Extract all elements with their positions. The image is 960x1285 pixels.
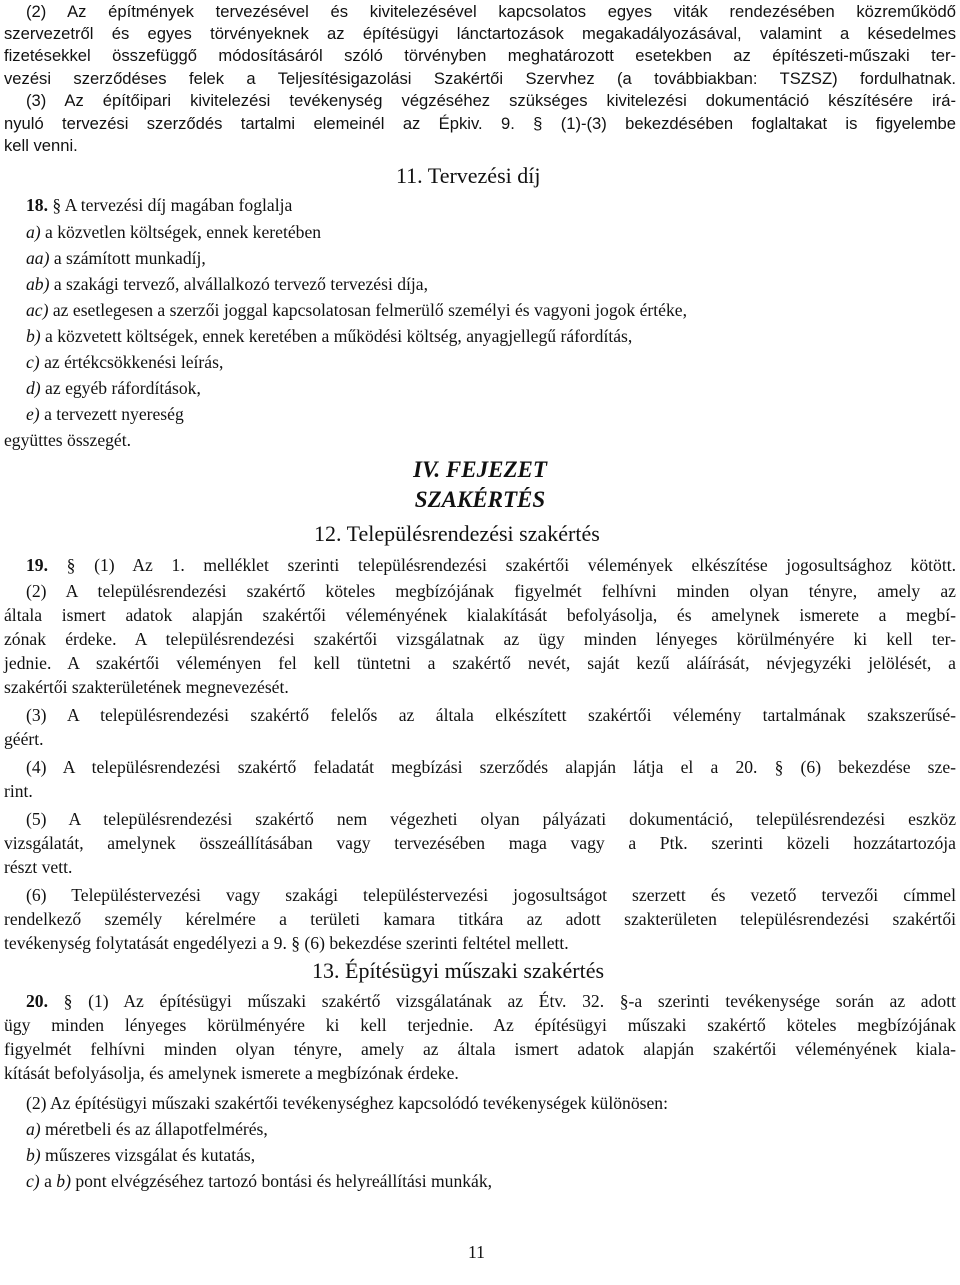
list-marker: c) <box>26 1171 40 1191</box>
text-line <box>26 808 956 830</box>
text-line <box>4 652 956 674</box>
text-line <box>4 908 956 930</box>
line-text: a számított munkadíj, <box>49 248 206 268</box>
line-text: a közvetett költségek, ennek keretében a működési költség, anyagjellegű ráfordítás, <box>40 326 633 346</box>
line-text: 13. Építésügyi műszaki szakértés <box>312 958 605 983</box>
chapter-heading <box>0 456 960 484</box>
line-text: kítását befolyásolja, és amelynek ismerete a megbízónak érdeke. <box>4 1063 459 1083</box>
text-line <box>26 884 956 906</box>
text-line <box>4 676 956 698</box>
text-line <box>4 728 956 750</box>
list-marker: aa) <box>26 248 50 268</box>
paragraph-number: 20. <box>26 991 48 1011</box>
text-line <box>4 1062 956 1084</box>
text-line <box>4 429 956 451</box>
line-text: vizsgálatát, amelynek összeállításában vagy tervezésében maga vagy a Ptk. szerinti közeli hozzátartozója <box>4 833 956 853</box>
line-text: (6) Településtervezési vagy szakági településtervezési jogosultságot szerzett és vezető tervezői címmel <box>26 885 956 905</box>
line-text: (2) Az építésügyi műszaki szakértői tevékenységhez kapcsolódó tevékenységek különösen: <box>26 1093 668 1113</box>
line-text: méretbeli és az állapotfelmérés, <box>40 1119 268 1139</box>
line-text: szervezetről és egyes törvényeknek az építésügyi lánctartozások megakadályozásával, valamint a késedelmes <box>4 24 956 43</box>
line-text: 12. Településrendezési szakértés <box>314 521 600 546</box>
list-marker: d) <box>26 378 41 398</box>
line-text: géért. <box>4 729 44 749</box>
line-text: SZAKÉRTÉS <box>414 487 546 512</box>
line-text: (3) A településrendezési szakértő felelős az általa elkészített szakértői vélemény tartalmának szakszerűsé- <box>26 705 956 725</box>
line-text: zónak érdeke. A településrendezési szakértői vizsgálatnak az ügy minden lényeges körülményére ki kell ter- <box>4 629 956 649</box>
line-text: az esetlegesen a szerzői joggal kapcsolatosan felmerülő személyi és vagyoni jogok értéke, <box>48 300 687 320</box>
line-text: fizetésekkel összefüggő módosításáról szóló törvényben meghatározott esetekben az építészeti-műszaki ter- <box>4 46 956 65</box>
text-line <box>4 856 956 878</box>
list-marker: e) <box>26 404 40 424</box>
list-marker: ab) <box>26 274 50 294</box>
line-text: (2) A településrendezési szakértő köteles megbízójának figyelmét felhívni minden olyan tényre, amely az <box>26 581 956 601</box>
text-line <box>4 1038 956 1060</box>
text-line <box>26 403 956 425</box>
text-line <box>26 1144 956 1166</box>
line-text: ügy minden lényeges körülményére ki kell terjednie. Az építésügyi műszaki szakértő köteles megbízójának <box>4 1015 956 1035</box>
text-line <box>4 832 956 854</box>
line-text: a közvetlen költségek, ennek keretében <box>40 222 322 242</box>
line-text: § A tervezési díj magában foglalja <box>48 195 293 215</box>
line-text: tevékenység folytatását engedélyezi a 9. § (6) bekezdése szerinti feltétel mellett. <box>4 933 569 953</box>
text-line <box>26 1092 956 1114</box>
line-text: a <box>39 1171 57 1191</box>
paragraph-number: 18. <box>26 195 48 215</box>
list-marker: b) <box>56 1171 71 1191</box>
text-line <box>4 23 956 45</box>
text-line <box>4 604 956 626</box>
line-text: (5) A településrendezési szakértő nem végezheti olyan pályázati dokumentáció, településrendezési eszköz <box>26 809 956 829</box>
page-number: 11 <box>468 1242 485 1262</box>
text-line <box>26 194 956 216</box>
text-line <box>4 1014 956 1036</box>
text-line <box>26 580 956 602</box>
text-line <box>26 704 956 726</box>
chapter-heading <box>0 486 960 514</box>
line-text: (2) Az építmények tervezésével és kivitelezésével kapcsolatos egyes viták rendezésében közreműködő <box>26 2 956 21</box>
line-text: nyuló tervezési szerződés tartalmi elemeinél az Épkiv. 9. § (1)-(3) bekezdésében foglaltakat is figyelembe <box>4 114 956 133</box>
text-line <box>26 1170 956 1192</box>
text-line <box>4 628 956 650</box>
line-text: pont elvégzéséhez tartozó bontási és helyreállítási munkák, <box>70 1171 493 1191</box>
text-line <box>26 554 956 576</box>
line-text: vezési szerződéses felek a Teljesítésigazolási Szakértői Szervhez (a továbbiakban: TSZSZ) fordulhatnak. <box>4 69 956 88</box>
line-text: IV. FEJEZET <box>413 457 547 482</box>
line-text: az egyéb ráfordítások, <box>40 378 201 398</box>
text-line <box>4 932 956 954</box>
text-line <box>26 325 956 347</box>
line-text: 11. Tervezési díj <box>396 163 541 188</box>
text-line <box>4 113 956 135</box>
text-line <box>26 756 956 778</box>
text-line <box>4 780 956 802</box>
line-text: az értékcsökkenési leírás, <box>39 352 224 372</box>
line-text: rendelkező személy kérelmére a területi kamara titkára az adott szakterületen településrendezési szakértői <box>4 909 956 929</box>
line-text: a szakági tervező, alvállalkozó tervező tervezési díja, <box>49 274 429 294</box>
section-heading <box>0 958 960 984</box>
line-text: általa ismert adatok alapján szakértői véleményének kialakítását befolyásolja, és amelynek ismerete a megbí- <box>4 605 956 625</box>
text-line <box>26 299 956 321</box>
text-line <box>26 273 956 295</box>
text-line <box>26 221 956 243</box>
text-line <box>26 1 956 23</box>
text-line <box>26 990 956 1012</box>
text-line <box>4 45 956 67</box>
line-text: § (1) Az építésügyi műszaki szakértő vizsgálatának az Étv. 32. §-a szerinti tevékenysége során az adott <box>48 991 956 1011</box>
text-line <box>26 247 956 269</box>
line-text: § (1) Az 1. melléklet szerinti településrendezési szakértői vélemények elkészítése jogosultsághoz kötött. <box>48 555 956 575</box>
line-text: együttes összegét. <box>4 430 132 450</box>
text-line <box>4 135 956 157</box>
line-text: szakértői szakterületének megnevezését. <box>4 677 289 697</box>
line-text: figyelmét felhívni minden olyan tényre, amely az általa ismert adatok alapján szakértői véleményének kiala- <box>4 1039 956 1059</box>
text-line <box>26 1118 956 1140</box>
text-line <box>26 90 956 112</box>
list-marker: a) <box>26 1119 41 1139</box>
line-text: kell venni. <box>4 136 78 155</box>
line-text: a tervezett nyereség <box>39 404 184 424</box>
list-marker: c) <box>26 352 40 372</box>
list-marker: b) <box>26 1145 41 1165</box>
line-text: rint. <box>4 781 33 801</box>
text-line <box>26 377 956 399</box>
section-heading <box>0 521 960 547</box>
line-text: (4) A településrendezési szakértő feladatát megbízási szerződés alapján látja el a 20. § (6) bekezdése sze- <box>26 757 956 777</box>
list-marker: ac) <box>26 300 49 320</box>
line-text: (3) Az építőipari kivitelezési tevékenység végzéséhez szükséges kivitelezési dokumentáció készítésére irá- <box>26 91 956 110</box>
text-line <box>26 351 956 373</box>
text-line <box>4 68 956 90</box>
paragraph-number: 19. <box>26 555 48 575</box>
line-text: műszeres vizsgálat és kutatás, <box>40 1145 256 1165</box>
section-heading <box>0 163 960 189</box>
list-marker: a) <box>26 222 41 242</box>
list-marker: b) <box>26 326 41 346</box>
line-text: jednie. A szakértői véleményen fel kell tüntetni a szakértő nevét, saját kezű aláírását, névjegyzéki jelölését, a <box>4 653 956 673</box>
line-text: részt vett. <box>4 857 73 877</box>
